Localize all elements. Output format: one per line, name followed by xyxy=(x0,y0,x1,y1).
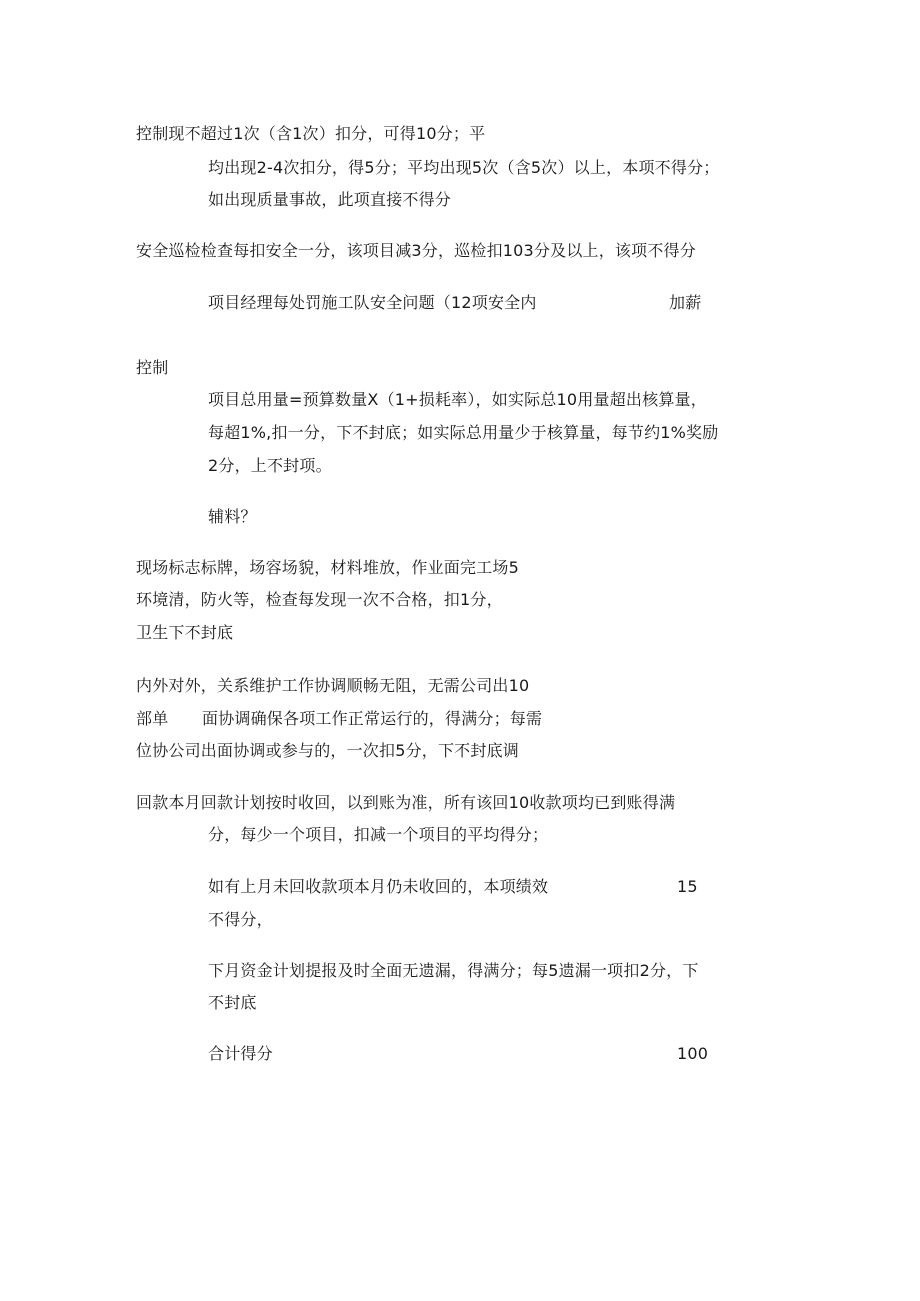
payment-line-2: 分，每少一个项目，扣减一个项目的平均得分； xyxy=(208,825,549,844)
material-heading: 控制 xyxy=(136,358,169,377)
material-aux: 辅料？ xyxy=(208,507,257,526)
payment-score: 15 xyxy=(677,877,698,896)
payment-line-5: 下月资金计划提报及时全面无遗漏，得满分；每5遗漏一项扣2分，下 xyxy=(208,961,699,980)
material-line-2: 每超1%,扣一分，下不封底；如实际总用量少于核算量，每节约1%奖励 xyxy=(208,423,719,442)
quality-line-3: 如出现质量事故，此项直接不得分 xyxy=(208,190,452,209)
material-line-1: 项目总用量=预算数量X（1+损耗率），如实际总10用量超出核算量， xyxy=(208,390,707,409)
relations-line-2-label: 部单 xyxy=(136,709,169,728)
site-line-1: 现场标志标牌，场容场貌，材料堆放，作业面完工场5 xyxy=(136,558,519,577)
safety-line-2-right: 加薪 xyxy=(669,293,702,312)
payment-line-1: 回款本月回款计划按时收回，以到账为准，所有该回10收款项均已到账得满 xyxy=(136,793,676,812)
safety-line-1: 安全巡检检查每扣安全一分，该项目减3分，巡检扣103分及以上，该项不得分 xyxy=(136,241,696,260)
relations-line-3: 位协公司出面协调或参与的，一次扣5分，下不封底调 xyxy=(136,741,519,760)
payment-line-6: 不封底 xyxy=(208,993,257,1012)
site-line-3: 卫生下不封底 xyxy=(136,623,234,642)
safety-line-2: 项目经理每处罚施工队安全问题（12项安全内 xyxy=(208,293,537,312)
site-line-2: 环境清，防火等，检查每发现一次不合格，扣1分， xyxy=(136,590,503,609)
quality-line-2: 均出现2-4次扣分，得5分；平均出现5次（含5次）以上，本项不得分； xyxy=(208,158,720,177)
total-label: 合计得分 xyxy=(208,1044,273,1063)
payment-line-3: 如有上月未回收款项本月仍未收回的，本项绩效 xyxy=(208,877,549,896)
relations-line-2-text: 面协调确保各项工作正常运行的，得满分；每需 xyxy=(202,709,543,728)
payment-line-4: 不得分， xyxy=(208,910,273,929)
total-value: 100 xyxy=(677,1044,709,1063)
relations-line-1: 内外对外，关系维护工作协调顺畅无阻，无需公司出10 xyxy=(136,676,530,695)
quality-line-1: 控制现不超过1次（含1次）扣分，可得10分；平 xyxy=(136,124,486,143)
material-line-3: 2分，上不封项。 xyxy=(208,456,332,475)
